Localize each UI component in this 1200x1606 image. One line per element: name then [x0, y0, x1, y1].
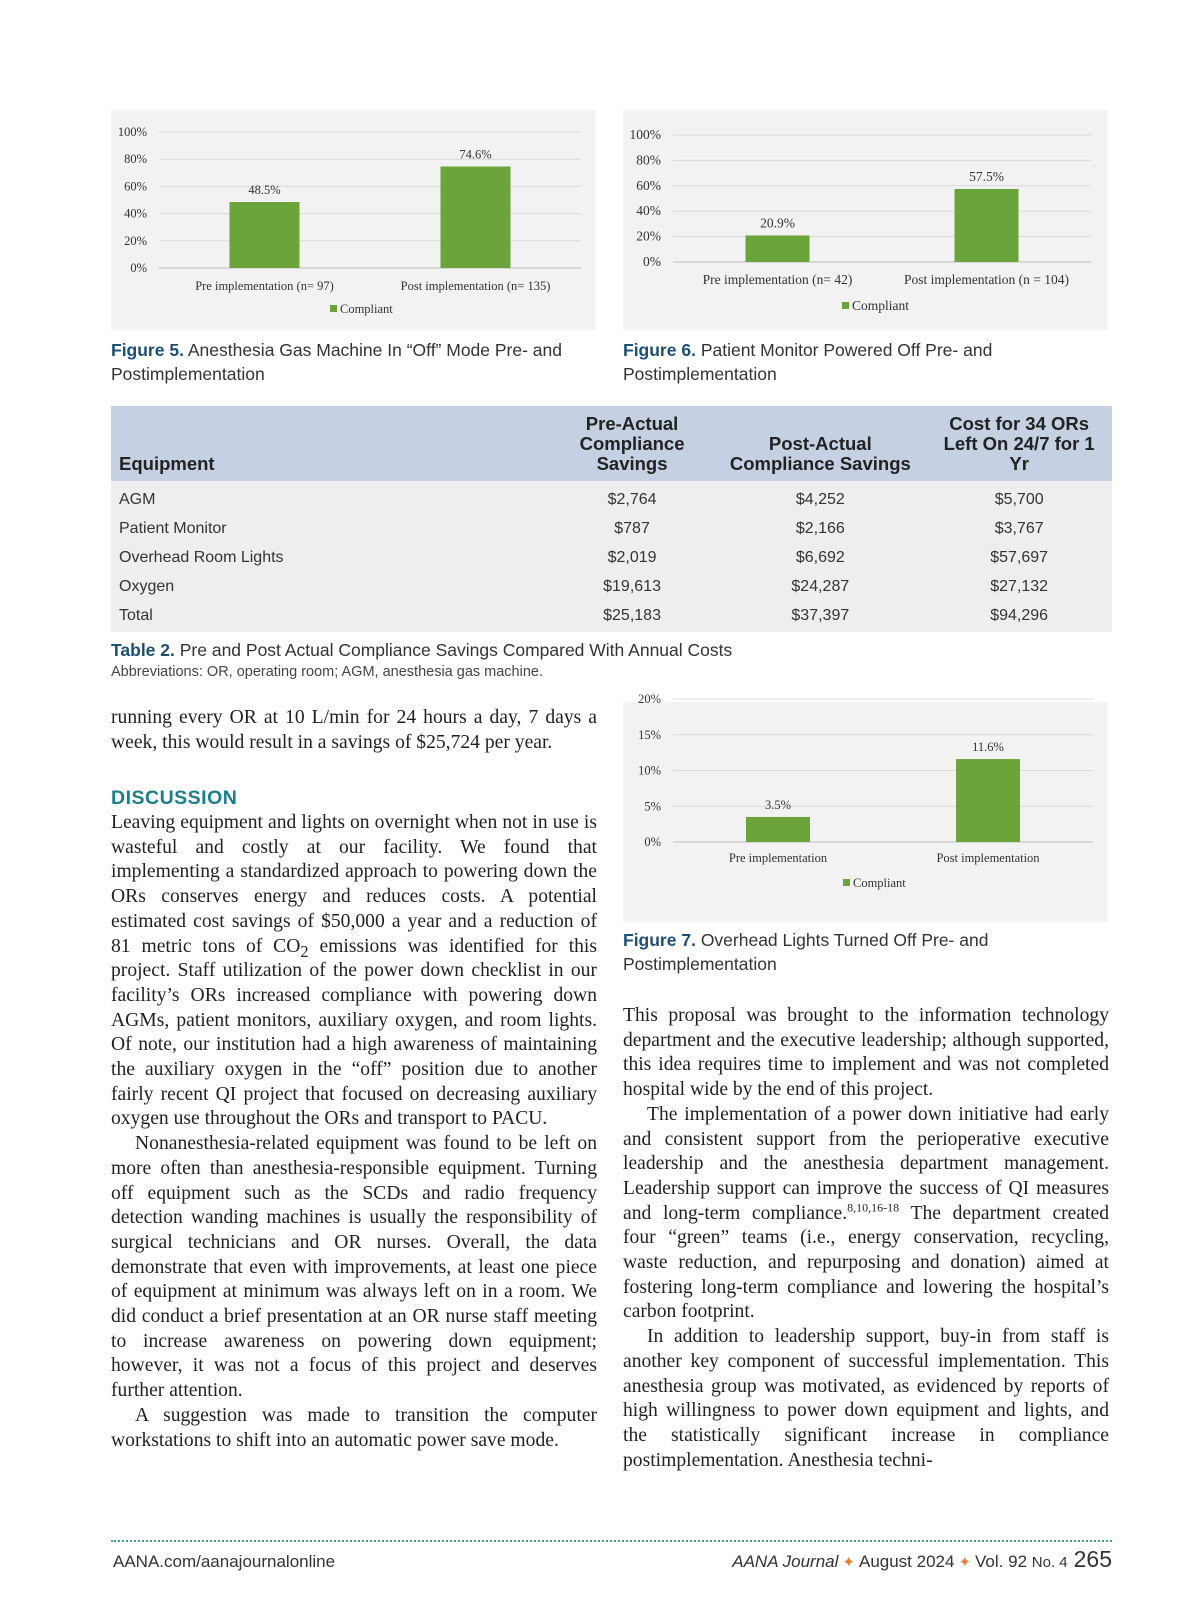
table-cell: Total: [119, 606, 153, 624]
figure-5-label: Figure 5.: [111, 340, 184, 360]
paragraph: Nonanesthesia-related equipment was found to be left on more often than anesthesia-responsible equipment. Turning off equipment such as the SCDs and radio frequency detection wanding machines is usually the responsibility of surgical technicians and OR nurses. Overall, the data demonstrate that even with improvements, at least one piece of equipment at minimum was always left on in a room. We did conduct a brief presentation at an OR nurse staff meeting to increase awareness on powering down equipment; however, it was not a focus of this project and deserves further attention.: [111, 1133, 597, 1402]
table-cell: $4,252: [795, 490, 845, 508]
table-cell: $19,613: [603, 577, 661, 595]
table-2-title: Pre and Post Actual Compliance Savings Compared With Annual Costs: [179, 640, 733, 660]
left-column: [111, 811, 597, 1453]
footer-volume: Vol. 92: [975, 1552, 1028, 1571]
footer-divider: [111, 1540, 1112, 1542]
y-tick-label: 40%: [124, 206, 147, 221]
bar: [441, 167, 511, 268]
table-cell: Patient Monitor: [119, 519, 227, 537]
paragraph: In addition to leadership support, buy-in from staff is another key component of successful implementation. This anesthesia group was motivated, as evidenced by reports of high willingness to power down equipment and lights, and the statistically significant increase in compliance postimplementation. Anesthesia techni-: [623, 1326, 1109, 1471]
table-cell: $2,764: [607, 490, 657, 508]
text-run: The department created four “green” teams (i.e., energy conservation, recycling, waste reduction, and repurposing and donation) aimed at fostering long-term compliance and lowering the hospital’s carbon footprint.: [623, 1202, 1109, 1323]
y-tick-label: 80%: [124, 152, 147, 167]
table-cell: Overhead Room Lights: [119, 548, 284, 566]
table-cell: AGM: [119, 490, 156, 508]
footer-citation: [732, 1546, 1112, 1573]
y-tick-label: 20%: [124, 233, 147, 248]
table-header-equipment: Equipment: [119, 453, 215, 474]
y-tick-label: 80%: [636, 152, 661, 168]
table-2-abbreviations: Abbreviations: OR, operating room; AGM, anesthesia gas machine.: [111, 664, 543, 680]
figure-6-svg: [623, 110, 1107, 330]
table-cell: $57,697: [990, 548, 1049, 566]
bar: [230, 202, 300, 268]
bar: [746, 817, 810, 842]
paragraph: This proposal was brought to the information technology department and the executive leadership; although supported, this idea requires time to implement and was not completed hospital wide by the end of this project.: [623, 1005, 1109, 1101]
diamond-icon: ✦: [958, 1554, 972, 1571]
table-cell: $6,692: [795, 548, 845, 566]
x-tick-label: Post implementation (n = 104): [903, 272, 1070, 287]
table-row: [111, 601, 1112, 632]
footer-issue: No. 4: [1031, 1554, 1068, 1571]
figure-5-title: Anesthesia Gas Machine In “Off” Mode Pre- and Postimplementation: [111, 340, 563, 384]
y-tick-label: 0%: [130, 261, 147, 275]
figure-7-label: Figure 7.: [623, 930, 696, 950]
paragraph: A suggestion was made to transition the computer workstations to shift into an automatic power save mode.: [111, 1404, 597, 1451]
table-2-label: Table 2.: [111, 640, 175, 660]
paragraph: [623, 1103, 1109, 1325]
footer-website: AANA.com/aanajournalonline: [113, 1552, 336, 1571]
section-heading-discussion: DISCUSSION: [111, 787, 238, 809]
legend-swatch: [330, 305, 337, 312]
y-tick-label: 40%: [636, 203, 661, 219]
paragraph: running every OR at 10 L/min for 24 hours a day, 7 days a week, this would result in a savings of $25,724 per year.: [111, 707, 597, 753]
superscript: 8,10,16-18: [847, 1200, 900, 1215]
y-tick-label: 0%: [644, 835, 661, 849]
data-label: 57.5%: [969, 168, 1004, 184]
bar: [956, 759, 1020, 842]
figure-6-title: Patient Monitor Powered Off Pre- and Postimplementation: [623, 340, 993, 384]
y-tick-label: 100%: [629, 127, 661, 142]
bar: [955, 189, 1019, 262]
legend-swatch: [843, 879, 850, 886]
table-row: [111, 514, 1112, 543]
table-cell: $25,183: [603, 606, 661, 624]
x-tick-label: Post implementation: [936, 851, 1040, 865]
table-2: [111, 406, 1112, 632]
paragraph: [111, 811, 597, 1132]
legend-label: Compliant: [340, 302, 393, 316]
legend-swatch: [842, 302, 849, 309]
data-label: 3.5%: [764, 797, 792, 812]
y-tick-label: 0%: [643, 254, 661, 269]
table-cell: $24,287: [791, 577, 850, 595]
figure-5-chart: [111, 110, 595, 330]
table-cell: $787: [614, 519, 650, 537]
figure-7-caption: [623, 928, 1063, 976]
x-tick-label: Pre implementation: [728, 851, 828, 865]
x-tick-label: Pre implementation (n= 97): [195, 279, 334, 293]
table-cell: $5,700: [994, 490, 1044, 508]
text-run: emissions was identified for this project. Staff utilization of the power down checklist in our facility’s ORs increased compliance with powering down AGMs, patient monitors, auxiliary oxygen, and room lights. Of note, our institution had a high awareness of maintaining the auxiliary oxygen in the “off” position due to another fairly recent QI project that focused on decreasing auxiliary oxygen use throughout the ORs and transport to PACU.: [111, 935, 597, 1130]
figure-5-svg: [111, 110, 595, 330]
bar: [746, 235, 810, 262]
legend-label: Compliant: [853, 876, 906, 890]
table-cell: $94,296: [990, 606, 1049, 624]
data-label: 11.6%: [972, 740, 1004, 755]
data-label: 74.6%: [459, 147, 492, 162]
table-row: [111, 572, 1112, 601]
table-row: [111, 543, 1112, 572]
table-cell: $2,019: [607, 548, 657, 566]
text-run: The implementation of a power down initiative had early and consistent support from the perioperative executive leadership and the anesthesia department management. Leadership support can improve the success of QI measures and long-term compliance.: [623, 1103, 1109, 1224]
y-tick-label: 60%: [636, 177, 661, 193]
table-header-cost: Cost for 34 ORs Left On 24/7 for 1 Yr: [943, 413, 1095, 474]
table-row: [111, 481, 1112, 514]
y-tick-label: 20%: [636, 228, 661, 244]
right-column: [623, 1004, 1109, 1473]
text-run: Leaving equipment and lights on overnight when not in use is wasteful and costly at our facility. We found that implementing a standardized approach to powering down the ORs conserves energy and reduces costs. A potential estimated cost savings of $50,000 a year and a reduction of 81 metric tons of CO: [111, 812, 597, 957]
figure-6-label: Figure 6.: [623, 340, 696, 360]
data-label: 20.9%: [760, 215, 795, 231]
y-tick-label: 15%: [638, 727, 661, 742]
figure-7-title: Overhead Lights Turned Off Pre- and Postimplementation: [623, 930, 989, 974]
figure-5-caption: [111, 338, 581, 386]
y-tick-label: 60%: [124, 179, 147, 194]
left-intro-text: [111, 706, 597, 755]
y-tick-label: 20%: [638, 692, 661, 706]
x-tick-label: Post implementation (n= 135): [400, 279, 551, 293]
table-header-pre: Pre-Actual Compliance Savings: [579, 413, 685, 474]
page-number: 265: [1073, 1546, 1112, 1572]
y-tick-label: 10%: [638, 763, 661, 778]
table-cell: $3,767: [994, 519, 1044, 537]
data-label: 48.5%: [248, 183, 281, 198]
table-cell: $2,166: [795, 519, 845, 537]
table-2-caption: [111, 640, 732, 661]
table-cell: Oxygen: [119, 577, 175, 595]
footer-journal: AANA Journal: [732, 1552, 839, 1571]
table-header-row: [111, 406, 1112, 481]
footer-date: August 2024: [858, 1552, 955, 1571]
figure-6-chart: [623, 110, 1107, 330]
subscript: 2: [300, 941, 309, 961]
figure-6-caption: [623, 338, 1063, 386]
y-tick-label: 5%: [644, 799, 661, 814]
diamond-icon: ✦: [842, 1554, 855, 1571]
table-cell: $37,397: [791, 606, 850, 624]
x-tick-label: Pre implementation (n= 42): [702, 272, 853, 287]
figure-7-svg: [623, 692, 1107, 922]
legend-label: Compliant: [852, 298, 909, 313]
figure-7-chart: [623, 692, 1107, 922]
table-header-post: Post-Actual Compliance Savings: [729, 433, 911, 474]
y-tick-label: 100%: [117, 125, 147, 139]
table-cell: $27,132: [990, 577, 1049, 595]
